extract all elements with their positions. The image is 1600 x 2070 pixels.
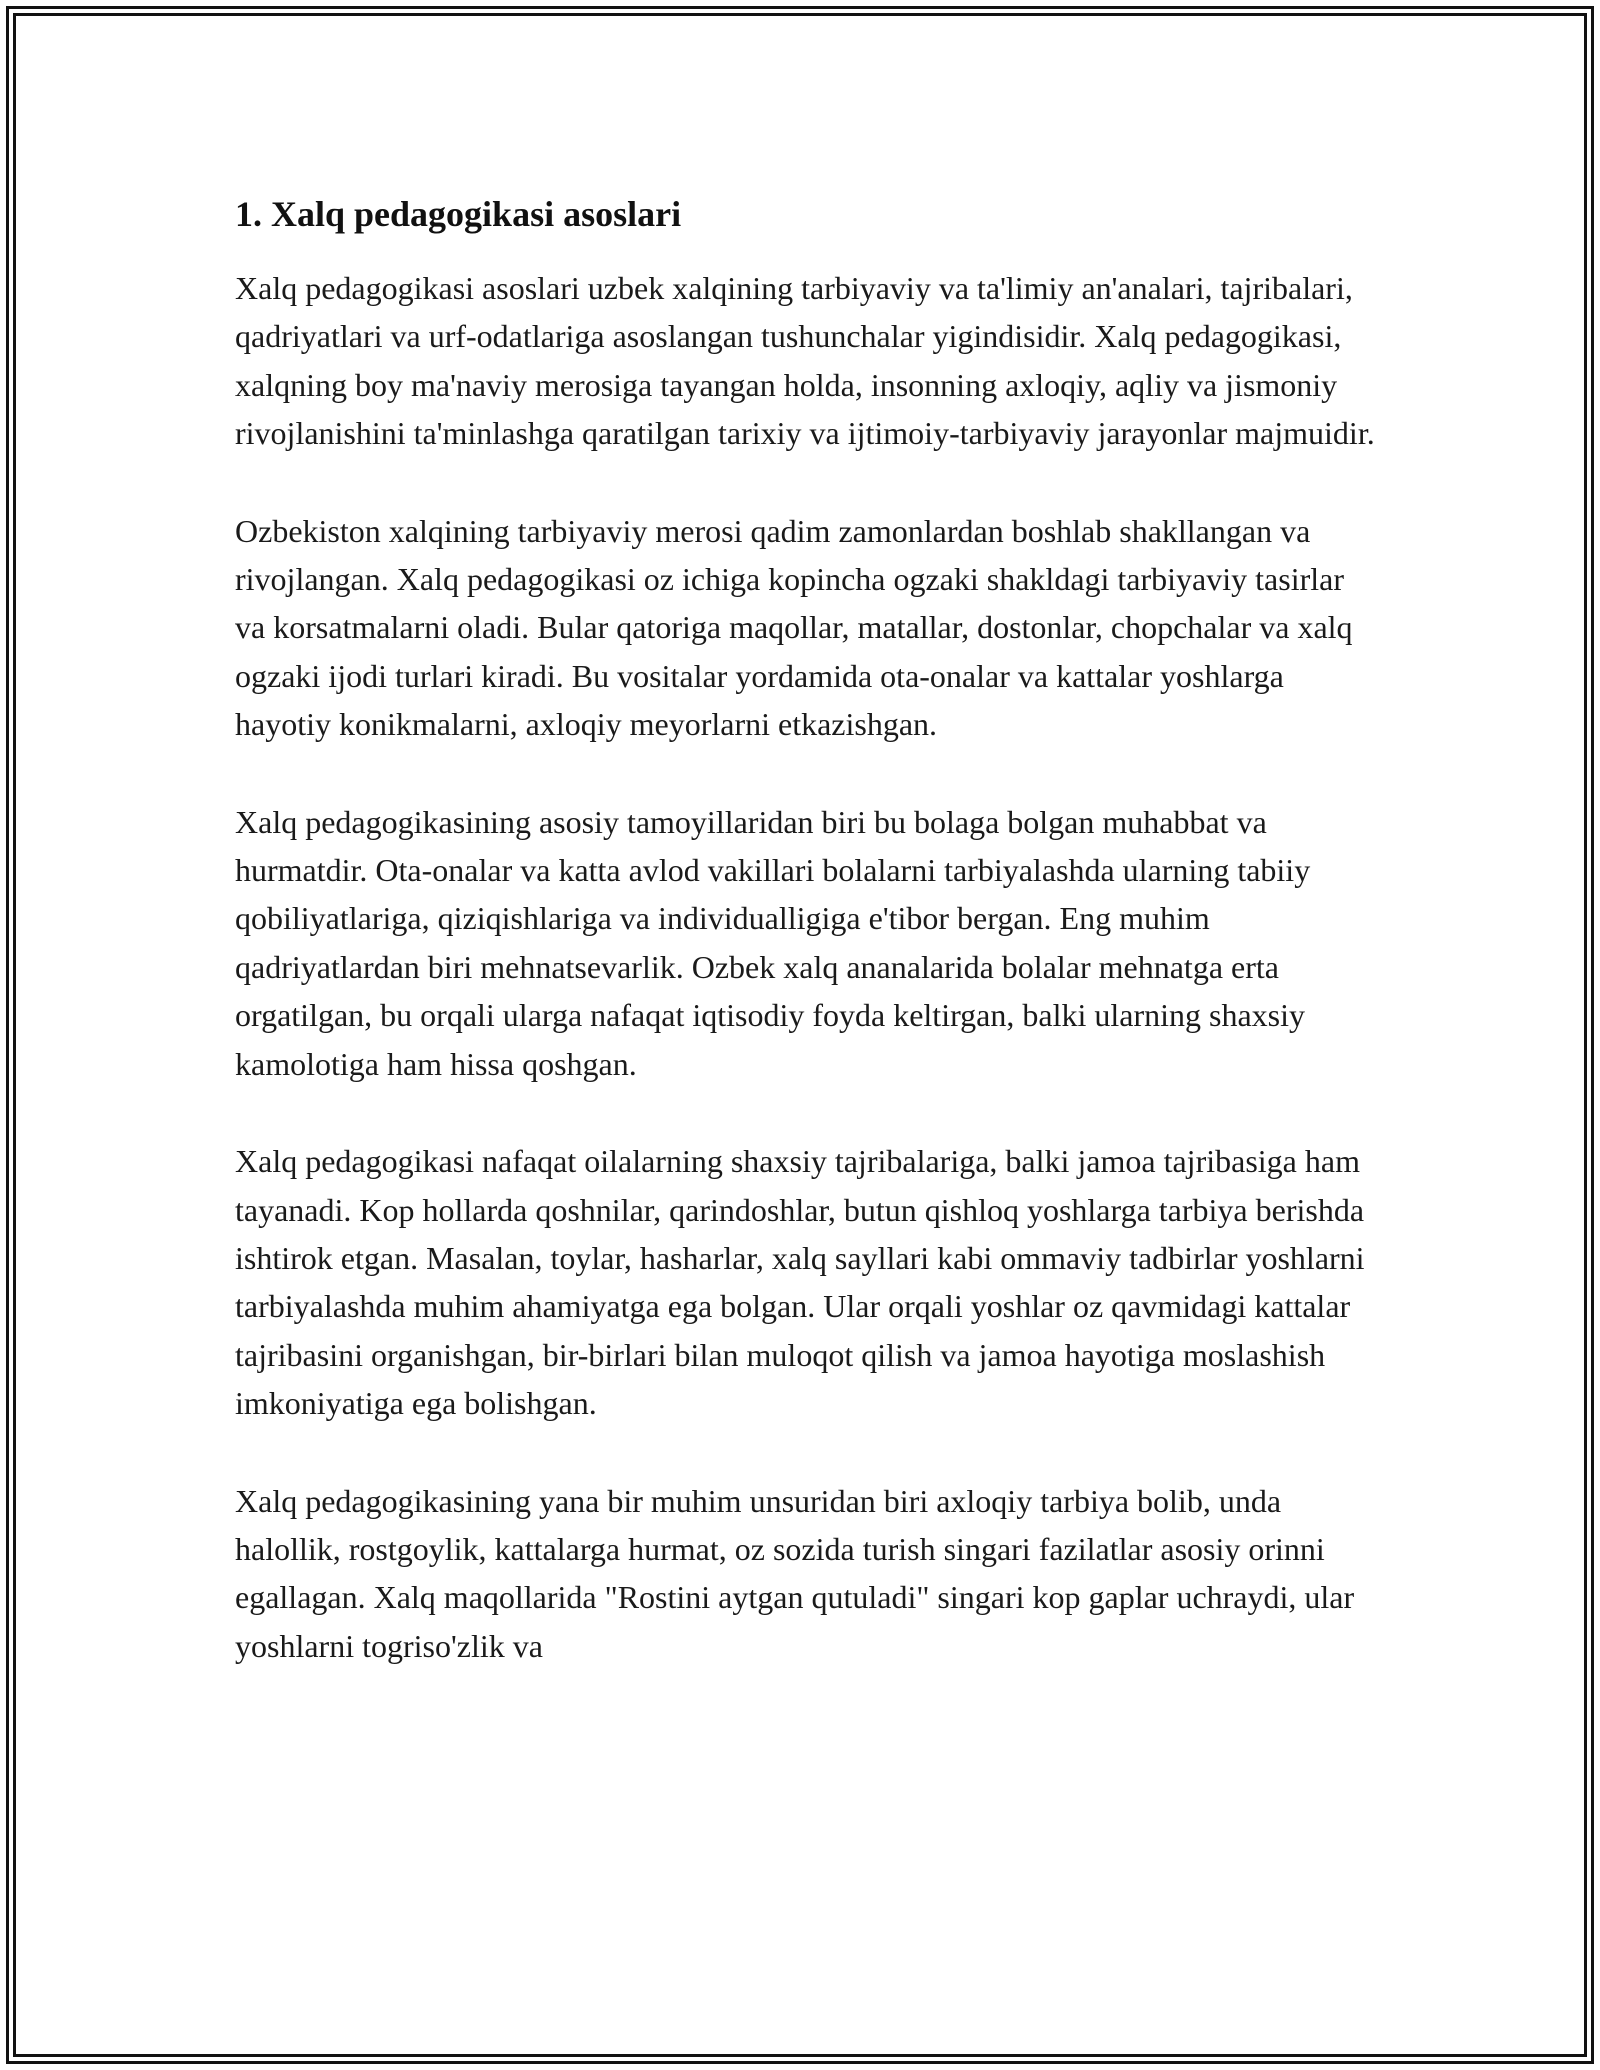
paragraph-5: Xalq pedagogikasining yana bir muhim unsuridan biri axloqiy tarbiya bolib, unda halollik, rostgoylik, kattalarga hurmat, oz sozida turish singari fazilatlar asosiy orinni egallagan. Xalq maqollarida "Rostini aytgan qutuladi" singari kop gaplar uchraydi, ular yoshlarni togriso'zlik va: [235, 1482, 1355, 1664]
document-body: [235, 188, 1375, 1670]
paragraph-4: Xalq pedagogikasi nafaqat oilalarning shaxsiy tajribalariga, balki jamoa tajribasiga ham tayanadi. Kop hollarda qoshnilar, qarindoshlar, butun qishloq yoshlarga tarbiya berishda ishtirok etgan. Masalan, toylar, hasharlar, xalq sayllari kabi ommaviy tadbirlar yoshlarni tarbiyalashda muhim ahamiyatga ega bolgan. Ular orqali yoshlar oz qavmidagi kattalar tajribasini organishgan, bir-birlari bilan muloqot qilish va jamoa hayotiga moslashish imkoniyatiga ega bolishgan.: [235, 1143, 1365, 1422]
paragraph-1: Xalq pedagogikasi asoslari uzbek xalqining tarbiyaviy va ta'limiy an'analari, tajribalari, qadriyatlari va urf-odatlariga asoslangan tushunchalar yigindisidir. Xalq pedagogikasi, xalqning boy ma'naviy merosiga tayangan holda, insonning axloqiy, aqliy va jismoniy rivojlanishini ta'minlashga qaratilgan tarixiy va ijtimoiy-tarbiyaviy jarayonlar majmuidir.: [235, 270, 1375, 452]
section-heading: 1. Xalq pedagogikasi asoslari: [235, 194, 682, 234]
paragraph-2: Ozbekiston xalqining tarbiyaviy merosi qadim zamonlardan boshlab shakllangan va rivojlangan. Xalq pedagogikasi oz ichiga kopincha ogzaki shakldagi tarbiyaviy tasirlar va korsatmalarni oladi. Bular qatoriga maqollar, matallar, dostonlar, chopchalar va xalq ogzaki ijodi turlari kiradi. Bu vositalar yordamida ota-onalar va kattalar yoshlarga hayotiy konikmalarni, axloqiy meyorlarni etkazishgan.: [235, 512, 1353, 743]
paragraph-3: Xalq pedagogikasining asosiy tamoyillaridan biri bu bolaga bolgan muhabbat va hurmatdir. Ota-onalar va katta avlod vakillari bolalarni tarbiyalashda ularning tabiiy qobiliyatlariga, qiziqishlariga va individualligiga e'tibor bergan. Eng muhim qadriyatlardan biri mehnatsevarlik. Ozbek xalq ananalarida bolalar mehnatga erta orgatilgan, bu orqali ularga nafaqat iqtisodiy foyda keltirgan, balki ularning shaxsiy kamolotiga ham hissa qoshgan.: [235, 803, 1311, 1082]
